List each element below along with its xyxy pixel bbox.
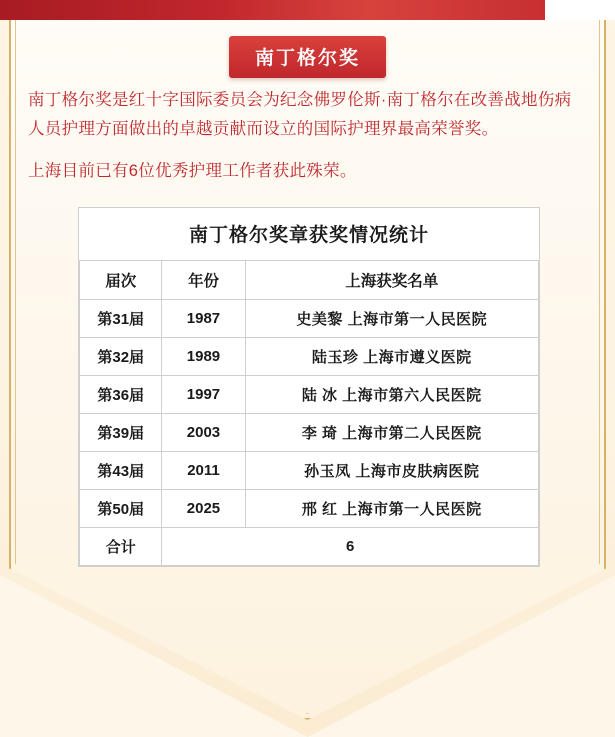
table-row [80, 338, 539, 376]
cell-laureate: 陆玉珍 上海市遵义医院 [245, 338, 538, 376]
total-label: 合计 [80, 528, 162, 566]
table-row [80, 376, 539, 414]
page-title: 南丁格尔奖 [229, 36, 386, 78]
cell-laureate: 陆 冰 上海市第六人民医院 [245, 376, 538, 414]
cell-year: 2011 [162, 452, 245, 490]
top-red-bar [0, 0, 615, 20]
summary-paragraph: 上海目前已有6位优秀护理工作者获此殊荣。 [28, 162, 357, 180]
table-row [80, 452, 539, 490]
cell-year: 2003 [162, 414, 245, 452]
total-value: 6 [162, 528, 539, 566]
cell-laureate: 邢 红 上海市第一人民医院 [245, 490, 538, 528]
column-header-year: 年份 [162, 261, 245, 300]
column-header-term: 届次 [80, 261, 162, 300]
cell-term: 第31届 [80, 300, 162, 338]
cell-term: 第50届 [80, 490, 162, 528]
cell-term: 第43届 [80, 452, 162, 490]
cell-laureate: 孙玉凤 上海市皮肤病医院 [245, 452, 538, 490]
column-header-laureates: 上海获奖名单 [245, 261, 538, 300]
cell-laureate: 李 琦 上海市第二人民医院 [245, 414, 538, 452]
cell-laureate: 史美黎 上海市第一人民医院 [245, 300, 538, 338]
cell-year: 2025 [162, 490, 245, 528]
top-red-bar-gradient [0, 0, 615, 20]
cell-term: 第36届 [80, 376, 162, 414]
table-row [80, 300, 539, 338]
table-caption-row [80, 208, 539, 261]
table-caption: 南丁格尔奖章获奖情况统计 [80, 208, 539, 261]
title-container [0, 36, 615, 78]
table-row [80, 414, 539, 452]
cell-year: 1987 [162, 300, 245, 338]
award-table-container [78, 207, 540, 567]
top-bar-white-notch [545, 0, 615, 20]
cell-year: 1997 [162, 376, 245, 414]
cell-year: 1989 [162, 338, 245, 376]
table-row [80, 490, 539, 528]
table-total-row [80, 528, 539, 566]
cell-term: 第32届 [80, 338, 162, 376]
intro-paragraph: 南丁格尔奖是红十字国际委员会为纪念佛罗伦斯·南丁格尔在改善战地伤病人员护理方面做出的卓越贡献而设立的国际护理界最高荣誉奖。 [28, 91, 572, 138]
award-table [79, 208, 539, 566]
table-header-row [80, 261, 539, 300]
cell-term: 第39届 [80, 414, 162, 452]
